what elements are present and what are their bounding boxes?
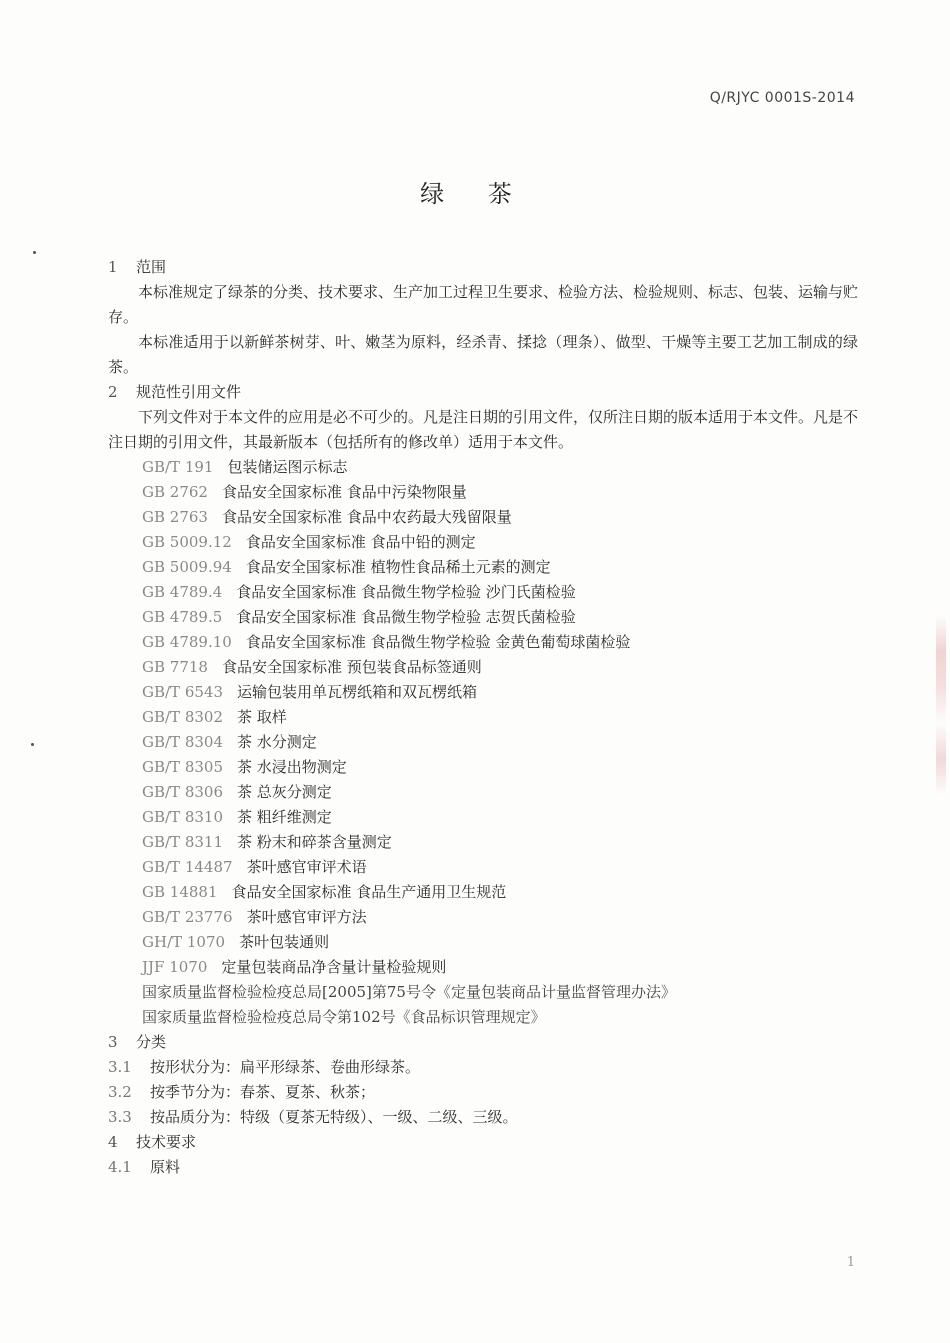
reference-code: GB 5009.94 xyxy=(142,558,232,576)
clause-text: 原料 xyxy=(150,1158,181,1176)
reference-title: 食品安全国家标准 食品微生物学检验 沙门氏菌检验 xyxy=(236,583,576,601)
reference-item xyxy=(108,480,858,505)
reference-item-regulation: 国家质量监督检验检疫总局令第102号《食品标识管理规定》 xyxy=(142,1008,546,1026)
reference-title: 茶 粉末和碎茶含量测定 xyxy=(237,833,392,851)
reference-title: 茶叶包装通则 xyxy=(239,933,330,951)
section-2-heading xyxy=(108,380,858,405)
reference-item xyxy=(108,755,858,780)
reference-item xyxy=(108,530,858,555)
reference-code: GB/T 191 xyxy=(142,458,214,476)
clause-number: 3.3 xyxy=(108,1108,132,1126)
reference-code: JJF 1070 xyxy=(142,958,208,976)
reference-item xyxy=(108,730,858,755)
reference-title: 茶叶感官审评术语 xyxy=(246,858,367,876)
reference-title: 茶 水分测定 xyxy=(237,733,317,751)
section-1-heading xyxy=(108,255,858,280)
scan-speck xyxy=(31,743,34,746)
reference-code: GB 7718 xyxy=(142,658,208,676)
reference-item xyxy=(108,855,858,880)
reference-item xyxy=(108,580,858,605)
reference-item xyxy=(108,830,858,855)
section-number: 4 xyxy=(108,1133,118,1151)
scan-speck xyxy=(33,251,36,254)
reference-item xyxy=(108,780,858,805)
reference-code: GB/T 8305 xyxy=(142,758,224,776)
reference-code: GB/T 23776 xyxy=(142,908,233,926)
scope-paragraph-1: 本标准规定了绿茶的分类、技术要求、生产加工过程卫生要求、检验方法、检验规则、标志、包装、运输与贮存。 xyxy=(108,283,859,326)
clause-text: 按季节分为：春茶、夏茶、秋茶； xyxy=(150,1083,376,1101)
reference-item xyxy=(108,955,858,980)
classification-item xyxy=(108,1105,858,1130)
standard-number: Q/RJYC 0001S-2014 xyxy=(709,90,855,106)
reference-item xyxy=(108,880,858,905)
scan-edge-stain xyxy=(936,615,946,795)
reference-item xyxy=(108,655,858,680)
reference-code: GB 14881 xyxy=(142,883,218,901)
reference-code: GB 2763 xyxy=(142,508,208,526)
reference-item xyxy=(108,455,858,480)
reference-title: 食品安全国家标准 植物性食品稀土元素的测定 xyxy=(245,558,551,576)
reference-item xyxy=(108,805,858,830)
reference-title: 食品安全国家标准 食品微生物学检验 金黄色葡萄球菌检验 xyxy=(245,633,631,651)
reference-title: 食品安全国家标准 预包装食品标签通则 xyxy=(221,658,482,676)
clause-number: 4.1 xyxy=(108,1158,132,1176)
reference-code: GB/T 8310 xyxy=(142,808,224,826)
section-title: 范围 xyxy=(136,258,167,276)
reference-item xyxy=(108,630,858,655)
clause-text: 按形状分为：扁平形绿茶、卷曲形绿茶。 xyxy=(150,1058,421,1076)
reference-title: 食品安全国家标准 食品中铅的测定 xyxy=(245,533,476,551)
reference-title: 茶 粗纤维测定 xyxy=(237,808,332,826)
reference-code: GB/T 6543 xyxy=(142,683,224,701)
reference-code: GB 2762 xyxy=(142,483,208,501)
clause-text: 按品质分为：特级（夏茶无特级）、一级、二级、三级。 xyxy=(150,1108,518,1126)
reference-code: GB 4789.4 xyxy=(142,583,223,601)
clause-number: 3.2 xyxy=(108,1083,132,1101)
section-title: 技术要求 xyxy=(136,1133,197,1151)
reference-title: 食品安全国家标准 食品中农药最大残留限量 xyxy=(221,508,512,526)
reference-list xyxy=(108,455,858,1030)
scope-paragraph-2: 本标准适用于以新鲜茶树芽、叶、嫩茎为原料，经杀青、揉捻（理条）、做型、干燥等主要工艺加工制成的绿茶。 xyxy=(108,333,858,376)
reference-code: GB/T 8311 xyxy=(142,833,224,851)
page-title: 绿 茶 xyxy=(420,180,530,208)
reference-item xyxy=(108,605,858,630)
reference-item-regulation: 国家质量监督检验检疫总局[2005]第75号令《定量包装商品计量监督管理办法》 xyxy=(142,983,676,1001)
reference-code: GB 4789.5 xyxy=(142,608,223,626)
reference-title: 定量包装商品净含量计量检验规则 xyxy=(221,958,447,976)
section-number: 1 xyxy=(108,258,118,276)
reference-item xyxy=(108,905,858,930)
section-title: 分类 xyxy=(136,1033,167,1051)
section-number: 2 xyxy=(108,383,118,401)
reference-code: GB/T 14487 xyxy=(142,858,233,876)
reference-item xyxy=(108,555,858,580)
reference-title: 茶 水浸出物测定 xyxy=(237,758,347,776)
reference-item xyxy=(108,705,858,730)
reference-title: 食品安全国家标准 食品生产通用卫生规范 xyxy=(231,883,507,901)
classification-item xyxy=(108,1080,858,1105)
reference-code: GB/T 8302 xyxy=(142,708,224,726)
reference-item xyxy=(108,505,858,530)
page-number: 1 xyxy=(846,1255,855,1270)
reference-title: 食品安全国家标准 食品中污染物限量 xyxy=(221,483,467,501)
reference-code: GB/T 8306 xyxy=(142,783,224,801)
section-3-heading xyxy=(108,1030,858,1055)
subsection-4-1-heading xyxy=(108,1155,858,1180)
section-4-heading xyxy=(108,1130,858,1155)
section-title: 规范性引用文件 xyxy=(136,383,242,401)
reference-code: GH/T 1070 xyxy=(142,933,226,951)
reference-item xyxy=(108,680,858,705)
reference-title: 包装储运图示标志 xyxy=(227,458,348,476)
reference-code: GB 5009.12 xyxy=(142,533,232,551)
document-body xyxy=(108,255,858,1180)
reference-code: GB 4789.10 xyxy=(142,633,232,651)
section-number: 3 xyxy=(108,1033,118,1051)
classification-item xyxy=(108,1055,858,1080)
clause-number: 3.1 xyxy=(108,1058,132,1076)
reference-code: GB/T 8304 xyxy=(142,733,224,751)
reference-title: 运输包装用单瓦楞纸箱和双瓦楞纸箱 xyxy=(237,683,478,701)
reference-title: 茶叶感官审评方法 xyxy=(246,908,367,926)
references-intro: 下列文件对于本文件的应用是必不可少的。凡是注日期的引用文件，仅所注日期的版本适用于本文件。凡是不注日期的引用文件，其最新版本（包括所有的修改单）适用于本文件。 xyxy=(108,408,859,451)
reference-title: 茶 取样 xyxy=(237,708,287,726)
reference-title: 茶 总灰分测定 xyxy=(237,783,332,801)
reference-title: 食品安全国家标准 食品微生物学检验 志贺氏菌检验 xyxy=(236,608,576,626)
reference-item xyxy=(108,930,858,955)
